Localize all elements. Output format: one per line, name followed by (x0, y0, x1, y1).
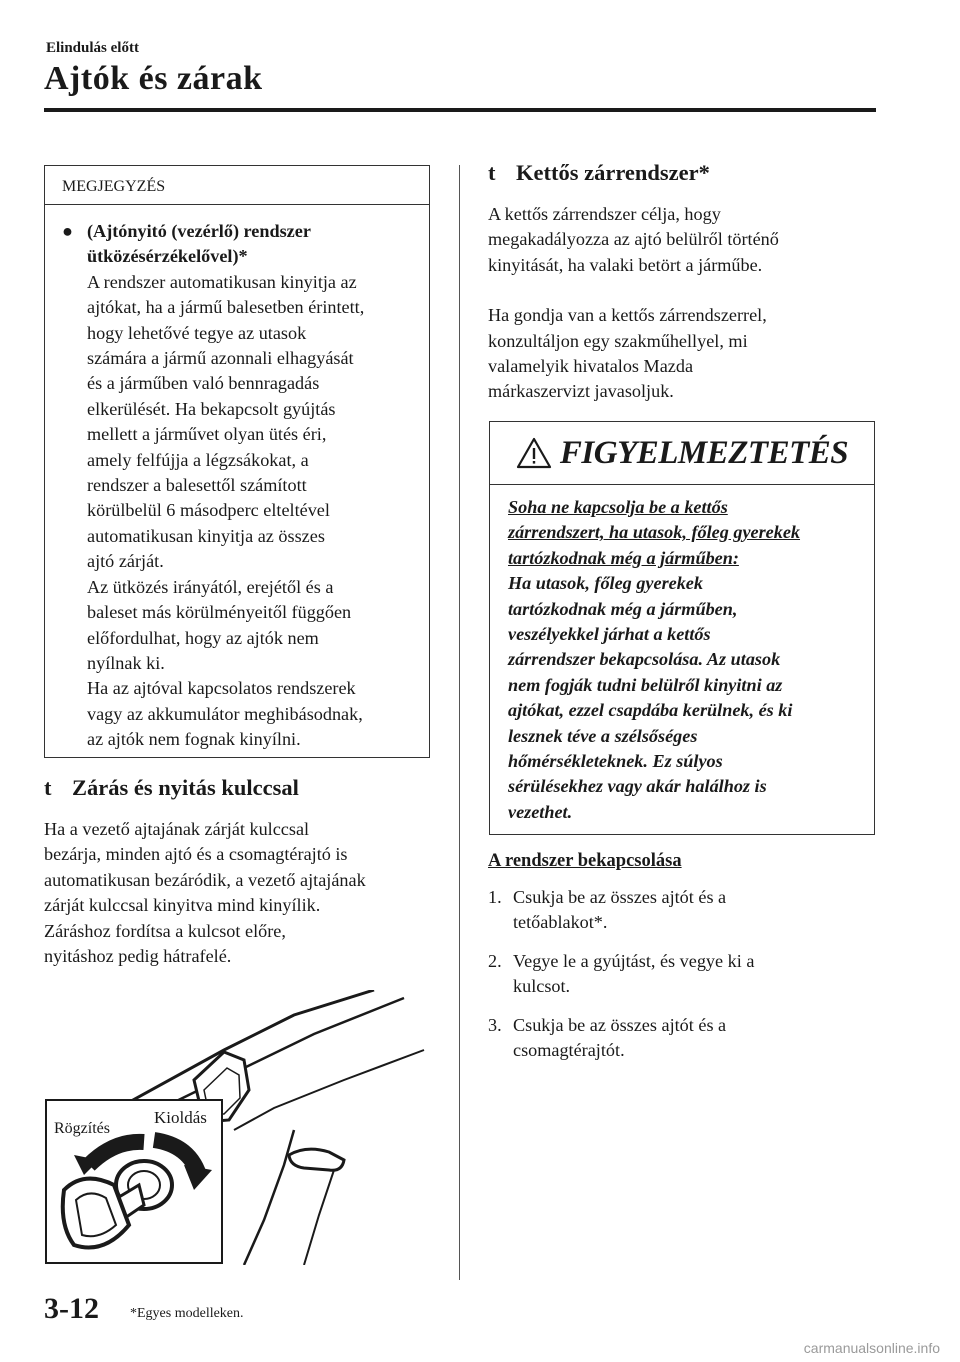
warning-text-line: sérülésekhez vagy akár halálhoz is (508, 776, 767, 797)
note-item-title (87, 219, 364, 270)
note-text-line: vagy az akkumulátor meghibásodnak, (87, 703, 363, 724)
warning-triangle-icon (516, 437, 552, 469)
title-rule (44, 108, 876, 112)
warning-underlined (508, 495, 862, 571)
key-text-line: nyitáshoz pedig hátrafelé. (44, 946, 232, 967)
note-text-line: hogy lehetővé tegye az utasok (87, 322, 307, 343)
page-number: 3-12 (44, 1292, 99, 1325)
warning-body (490, 485, 874, 825)
step-number: 3. (488, 1014, 502, 1035)
double-lock-heading (488, 158, 876, 188)
note-text-line: baleset más körülményeitől függően (87, 602, 352, 623)
key-text-line: automatikusan bezáródik, a vezető ajtajának (44, 869, 366, 890)
note-heading: MEGJEGYZÉS (45, 166, 429, 205)
warning-text-line: veszélyekkel járhat a kettős (508, 624, 711, 645)
key-text-line: zárját kulccsal kinyitva mind kinyílik. (44, 895, 321, 916)
note-text-line: elkerülését. Ha bekapcsolt gyújtás (87, 398, 336, 419)
section-label: Elindulás előtt (46, 40, 139, 56)
note-text-line: Az ütközés irányától, erejétől és a (87, 576, 334, 597)
step-number: 1. (488, 887, 502, 907)
warning-text-line: hőmérsékleteknek. Ez súlyos (508, 751, 723, 772)
note-text-line: automatikusan kinyitja az összes (87, 525, 325, 546)
note-text-line: A rendszer automatikusan kinyitja az (87, 271, 357, 292)
note-item-text (87, 270, 364, 753)
note-text-line: számára a jármű azonnali elhagyását (87, 348, 354, 369)
unlock-label: Kioldás (154, 1108, 207, 1127)
note-box (44, 165, 430, 758)
activation-steps (488, 885, 876, 1063)
note-text-line: ajtó zárját. (87, 551, 164, 572)
activation-step (488, 885, 876, 936)
double-lock-text-line: kinyitását, ha valaki betört a járműbe. (488, 254, 763, 275)
warning-underlined-line: tartózkodnak még a járműben: (508, 547, 739, 568)
double-lock-text-line: Ha gondja van a kettős zárrendszerrel, (488, 305, 767, 326)
activation-step (488, 949, 876, 1000)
double-lock-para2 (488, 303, 876, 405)
note-item-content (87, 219, 364, 753)
key-text-line: Záráshoz fordítsa a kulcsot előre, (44, 920, 286, 941)
double-lock-text-line: valamelyik hivatalos Mazda (488, 356, 694, 377)
note-text-line: Ha az ajtóval kapcsolatos rendszerek (87, 678, 356, 699)
double-lock-text-line: márkaszervizt javasoljuk. (488, 381, 674, 402)
column-divider (459, 165, 460, 1280)
double-lock-section (488, 158, 876, 405)
double-lock-para1 (488, 202, 876, 278)
warning-text-line: tartózkodnak még a járműben, (508, 598, 738, 619)
section-marker: t (44, 775, 52, 800)
note-text-line: nyílnak ki. (87, 652, 165, 673)
warning-underlined-line: zárrendszert, ha utasok, főleg gyerekek (508, 522, 801, 543)
watermark: carmanualsonline.info (803, 1340, 940, 1356)
warning-title: FIGYELMEZTETÉS (559, 434, 849, 471)
note-text-line: rendszer a balesettől számított (87, 475, 307, 496)
note-body (45, 205, 429, 753)
double-lock-text-line: megakadályozza az ajtó belülről történő (488, 229, 779, 250)
step-text-line: Csukja be az összes ajtót és a (513, 887, 727, 907)
step-text (513, 1013, 726, 1064)
double-lock-text-line: konzultáljon egy szakműhellyel, mi (488, 330, 748, 351)
note-title-line: (Ajtónyitó (vezérlő) rendszer (87, 221, 311, 241)
step-text-line: Vegye le a gyújtást, és vegye ki a (513, 950, 755, 971)
note-text-line: körülbelül 6 másodperc elteltével (87, 500, 330, 521)
step-text-line: csomagtérajtót. (513, 1040, 625, 1061)
footnote: *Egyes modelleken. (130, 1306, 244, 1321)
note-item (62, 219, 415, 753)
activation-heading: A rendszer bekapcsolása (488, 851, 682, 871)
note-text-line: és a járműben való bennragadás (87, 373, 320, 394)
warning-underlined-line: Soha ne kapcsolja be a kettős (508, 497, 728, 517)
key-text-line: bezárja, minden ajtó és a csomagtérajtó is (44, 844, 348, 865)
key-section (44, 773, 432, 969)
warning-text-line: zárrendszer bekapcsolása. Az utasok (508, 649, 781, 670)
step-text-line: Csukja be az összes ajtót és a (513, 1014, 727, 1035)
step-text-line: kulcsot. (513, 976, 571, 997)
step-text-line: tetőablakot*. (513, 912, 608, 933)
note-title-line: ütközésérzékelővel)* (87, 246, 248, 267)
key-section-title: Zárás és nyitás kulccsal (72, 775, 299, 800)
note-text-line: előfordulhat, hogy az ajtók nem (87, 627, 319, 648)
warning-text-line: lesznek téve a szélsőséges (508, 725, 698, 746)
activation-step (488, 1013, 876, 1064)
warning-text-line: nem fogják tudni belülről kinyitni az (508, 674, 783, 695)
step-text (513, 949, 754, 1000)
note-text-line: amely felfújja a légzsákokat, a (87, 449, 309, 470)
warning-text-line: Ha utasok, főleg gyerekek (508, 573, 703, 594)
double-lock-text-line: A kettős zárrendszer célja, hogy (488, 204, 721, 224)
key-section-heading (44, 773, 432, 803)
key-section-text (44, 817, 432, 969)
double-lock-title: Kettős zárrendszer* (516, 160, 710, 185)
note-text-line: az ajtók nem fognak kinyílni. (87, 729, 301, 750)
note-text-line: mellett a járművet olyan ütés éri, (87, 424, 327, 445)
key-lock-illustration (44, 990, 434, 1265)
warning-text-line: vezethet. (508, 801, 573, 822)
activation-section (488, 851, 876, 1063)
warning-box (489, 421, 875, 835)
warning-header (490, 422, 874, 485)
warning-text (508, 571, 862, 825)
warning-text-line: ajtókat, ezzel csapdába kerülnek, és ki (508, 700, 793, 721)
step-text (513, 885, 726, 936)
page-title: Ajtók és zárak (44, 60, 263, 97)
step-number: 2. (488, 950, 502, 971)
bullet-icon: ● (62, 221, 73, 241)
section-marker: t (488, 160, 496, 185)
lock-label: Rögzítés (54, 1120, 110, 1137)
key-text-line: Ha a vezető ajtajának zárját kulccsal (44, 819, 310, 839)
note-text-line: ajtókat, ha a jármű balesetben érintett, (87, 297, 365, 318)
